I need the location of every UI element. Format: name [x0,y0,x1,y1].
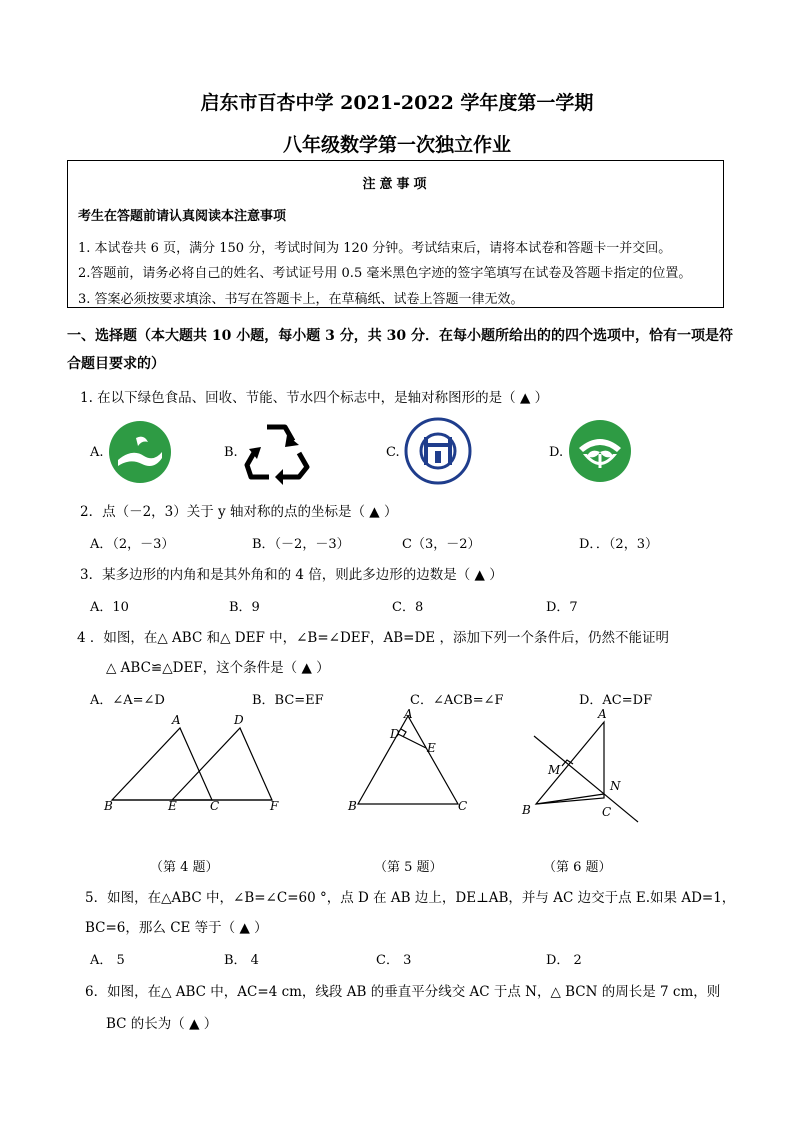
water-saving-logo-icon [567,418,633,484]
notice-item-2: 2.答题前，请务必将自己的姓名、考试证号用 0.5 毫米黑色字迹的签字笔填写在试卷及答题卡指定的位置。 [78,266,692,281]
q2-option-d: D．．（2，3） [579,537,658,552]
fig6-label-a: A [598,707,607,721]
q1-label-a: A. [90,445,104,460]
fig5-label-a: A [404,707,413,721]
fig4-label-e: E [168,799,177,813]
fig4-label-d: D [234,713,244,727]
energy-saving-logo-icon [404,417,472,485]
figure-6 [518,706,648,826]
q3-option-d: D．7 [546,600,578,615]
green-food-logo-icon [108,420,172,484]
q4-stem-line1: 4 ．如图，在△ ABC 和△ DEF 中，∠B=∠DEF，AB=DE ，添加下列一个条件后，仍然不能证明 [77,630,669,646]
q4-option-d: D．AC=DF [579,693,653,708]
exam-title: 启东市百杏中学 2021-2022 学年度第一学期 [200,92,594,114]
q1-label-d: D. [549,445,564,460]
q3-option-a: A．10 [90,600,129,615]
q2-stem: 2．点（－2，3）关于 y 轴对称的点的坐标是（ ▲ ） [80,504,398,520]
fig4-label-a: A [172,713,181,727]
fig5-label-d: D [390,727,400,741]
q1-label-c: C. [386,445,400,460]
q4-option-a: A．∠A=∠D [90,693,165,708]
fig5-label-b: B [348,799,357,813]
exam-subtitle: 八年级数学第一次独立作业 [282,134,511,156]
q6-stem-line2: BC 的长为（ ▲ ） [106,1016,218,1032]
fig4-label-f: F [270,799,279,813]
q4-option-b: B．BC=EF [252,693,324,708]
q5-stem-line1: 5．如图，在△ABC 中，∠B=∠C=60 °，点 D 在 AB 边上，DE⊥AB，并与 AC 边交于点 E.如果 AD=1， [85,890,736,906]
q4-option-c: C．∠ACB=∠F [410,693,504,708]
q5-option-c: C． 3 [376,953,412,968]
fig6-label-n: N [610,779,621,793]
fig6-label-c: C [602,805,612,819]
fig6-label-b: B [522,803,531,817]
section-heading-line2: 合题目要求的） [67,356,165,372]
figure-4 [100,712,290,812]
q3-option-b: B．9 [229,600,260,615]
notice-subtitle: 考生在答题前请认真阅读本注意事项 [78,209,287,224]
fig6-label-m: M [548,763,561,777]
q6-stem-line1: 6．如图，在△ ABC 中，AC=4 cm，线段 AB 的垂直平分线交 AC 于点 N，△ BCN 的周长是 7 cm，则 [85,984,721,1000]
figure-5 [346,708,476,812]
notice-item-1: 1. 本试卷共 6 页，满分 150 分，考试时间为 120 分钟。考试结束后，请将本试卷和答题卡一并交回。 [78,241,672,256]
fig4-label-b: B [104,799,113,813]
notice-box [67,160,724,308]
fig6-caption: （第 6 题） [543,860,612,875]
recycle-logo-icon [243,419,309,481]
q5-stem-line2: BC=6，那么 CE 等于（ ▲ ） [85,920,268,936]
fig5-label-c: C [458,799,468,813]
notice-title: 注意事项 [362,177,431,192]
section-heading-line1: 一、选择题（本大题共 10 小题，每小题 3 分，共 30 分．在每小题所给出的的四个选项中，恰有一项是符 [67,328,733,344]
fig5-label-e: E [427,741,436,755]
q5-option-b: B． 4 [224,953,259,968]
fig4-caption: （第 4 题） [150,860,219,875]
fig4-label-c: C [210,799,220,813]
q2-option-c: C（3，－2） [402,537,481,552]
q5-option-a: A． 5 [90,953,125,968]
q2-option-b: B．（－2，－3） [252,537,350,552]
fig5-caption: （第 5 题） [374,860,443,875]
q3-stem: 3．某多边形的内角和是其外角和的 4 倍，则此多边形的边数是（ ▲ ） [80,567,503,583]
notice-item-3: 3. 答案必须按要求填涂、书写在答题卡上，在草稿纸、试卷上答题一律无效。 [78,292,524,307]
q3-option-c: C．8 [392,600,424,615]
q4-stem-line2: △ ABC≌△DEF，这个条件是（ ▲ ） [106,660,330,676]
q1-label-b: B. [224,445,238,460]
q1-stem: 1. 在以下绿色食品、回收、节能、节水四个标志中，是轴对称图形的是（ ▲ ） [80,390,549,406]
q5-option-d: D． 2 [546,953,582,968]
q2-option-a: A．（2，－3） [90,537,175,552]
